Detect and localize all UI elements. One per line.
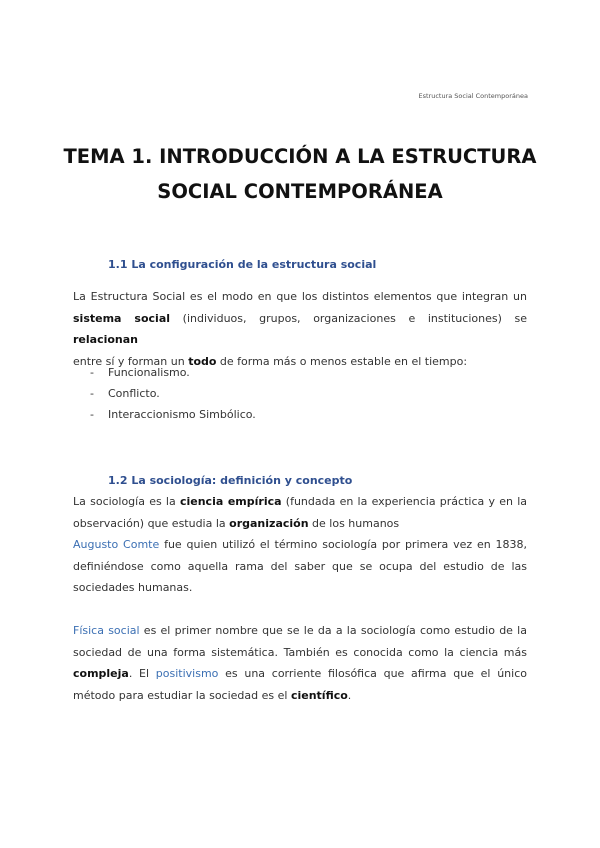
- document-title-line-1: TEMA 1. INTRODUCCIÓN A LA ESTRUCTURA: [63, 145, 537, 168]
- paragraph-line: sistema social (individuos, grupos, organizaciones e instituciones) se relacionan: [73, 311, 527, 346]
- section-heading-1-1: 1.1 La configuración de la estructura social: [108, 258, 377, 271]
- paragraph-line: método para estudiar la sociedad es el científico.: [73, 688, 352, 702]
- highlighted-term: positivismo: [155, 667, 219, 680]
- dash-bullet: -: [90, 387, 94, 400]
- bold-term: relacionan: [73, 333, 139, 346]
- dash-bullet: -: [90, 408, 94, 421]
- paragraph-line: sociedades humanas.: [73, 581, 193, 594]
- paragraph-line: compleja. El positivismo es una corriente filosófica que afirma que el único: [73, 667, 527, 680]
- section-1-2-paragraph-2: [73, 534, 527, 599]
- document-title-line-2: SOCIAL CONTEMPORÁNEA: [157, 180, 443, 203]
- section-heading-1-2: 1.2 La sociología: definición y concepto: [108, 474, 353, 487]
- paragraph-line: Física social es el primer nombre que se le da a la sociología como estudio de la: [73, 624, 527, 637]
- bold-term: organización: [229, 516, 309, 530]
- paragraph-line: Augusto Comte fue quien utilizó el término sociología por primera vez en 1838,: [73, 538, 528, 551]
- section-1-1-paragraph: [73, 286, 527, 372]
- section-1-2-paragraph-1: [73, 491, 527, 534]
- paragraph-line: entre sí y forman un todo de forma más o menos estable en el tiempo:: [73, 354, 468, 368]
- bold-term: ciencia empírica: [179, 495, 282, 508]
- running-header: Estructura Social Contemporánea: [418, 92, 528, 100]
- theories-list: [90, 362, 256, 425]
- dash-bullet: -: [90, 366, 94, 379]
- highlighted-term: Física social: [73, 624, 140, 637]
- list-item: - Interaccionismo Simbólico.: [90, 404, 256, 425]
- bold-term: científico: [290, 688, 348, 702]
- paragraph-line: sociedad de una forma sistemática. También es conocida como la ciencia más: [73, 645, 527, 659]
- list-item: - Conflicto.: [90, 383, 256, 404]
- bold-term: todo: [188, 354, 217, 368]
- bold-term: compleja: [73, 667, 129, 680]
- paragraph-line: definiéndose como aquella rama del saber que se ocupa del estudio de las: [73, 559, 527, 573]
- paragraph-line: observación) que estudia la organización de los humanos: [73, 516, 400, 530]
- paragraph-line: La Estructura Social es el modo en que los distintos elementos que integran un: [73, 290, 527, 303]
- list-item: - Funcionalismo.: [90, 362, 256, 383]
- section-1-2-paragraph-3: [73, 620, 527, 706]
- paragraph-line: La sociología es la ciencia empírica (fundada en la experiencia práctica y en la: [73, 495, 527, 508]
- bold-term: sistema social: [73, 311, 171, 325]
- highlighted-term: Augusto Comte: [73, 538, 160, 551]
